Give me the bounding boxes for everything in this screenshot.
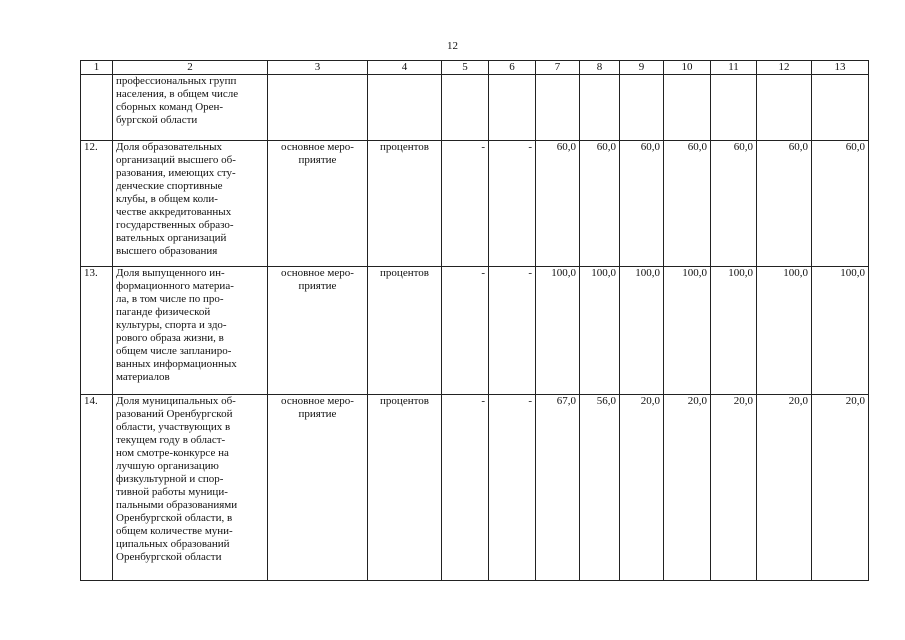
value-cell: 100,0 — [620, 267, 664, 395]
indicator-unit: процентов — [368, 267, 442, 395]
indicator-type: основное меро- приятие — [268, 141, 368, 267]
indicator-name: Доля образовательных организаций высшего об- разования, имеющих сту- денческие спортивные клубы, в общем коли- честве аккредитованных государственных образо- вательных организаций высшего образования — [113, 141, 268, 267]
value-cell: - — [489, 395, 536, 581]
indicator-type — [268, 75, 368, 141]
value-cell — [812, 75, 869, 141]
value-cell: 60,0 — [711, 141, 757, 267]
value-cell: 20,0 — [620, 395, 664, 581]
indicators-table — [80, 60, 869, 581]
column-header: 4 — [368, 61, 442, 75]
value-cell: 20,0 — [711, 395, 757, 581]
page-number: 12 — [447, 40, 458, 52]
indicator-type: основное меро- приятие — [268, 395, 368, 581]
value-cell: 100,0 — [536, 267, 580, 395]
indicator-type: основное меро- приятие — [268, 267, 368, 395]
column-header: 13 — [812, 61, 869, 75]
table-row — [81, 267, 869, 395]
column-header: 7 — [536, 61, 580, 75]
value-cell: 60,0 — [664, 141, 711, 267]
column-header: 8 — [580, 61, 620, 75]
value-cell — [711, 75, 757, 141]
value-cell: - — [442, 141, 489, 267]
value-cell: 100,0 — [757, 267, 812, 395]
value-cell: 60,0 — [757, 141, 812, 267]
value-cell: 20,0 — [664, 395, 711, 581]
value-cell: - — [442, 395, 489, 581]
value-cell: 60,0 — [580, 141, 620, 267]
header-row — [81, 61, 869, 75]
indicator-name: Доля выпущенного ин- формационного материа- ла, в том числе по про- паганде физической культуры, спорта и здо- рового образа жизни, в общем числе запланиро- ванных информационных материалов — [113, 267, 268, 395]
value-cell — [664, 75, 711, 141]
indicator-name: Доля муниципальных об- разований Оренбургской области, участвующих в текущем году в област- ном смотре-конкурсе на лучшую организацию физкультурной и спор- тивной работы муници- пальными образованиями Оренбургской области, в общем количестве муни- ципальных образований Оренбургской области — [113, 395, 268, 581]
value-cell: 20,0 — [757, 395, 812, 581]
indicator-unit: процентов — [368, 141, 442, 267]
value-cell — [580, 75, 620, 141]
row-number — [81, 75, 113, 141]
value-cell: 56,0 — [580, 395, 620, 581]
row-number: 12. — [81, 141, 113, 267]
value-cell — [620, 75, 664, 141]
value-cell: 100,0 — [812, 267, 869, 395]
column-header: 10 — [664, 61, 711, 75]
value-cell: 60,0 — [620, 141, 664, 267]
table-row — [81, 395, 869, 581]
row-number: 14. — [81, 395, 113, 581]
column-header: 6 — [489, 61, 536, 75]
value-cell: 67,0 — [536, 395, 580, 581]
table-row — [81, 141, 869, 267]
column-header: 2 — [113, 61, 268, 75]
indicator-unit — [368, 75, 442, 141]
column-header: 5 — [442, 61, 489, 75]
indicator-name: профессиональных групп населения, в общем числе сборных команд Орен- бургской области — [113, 75, 268, 141]
column-header: 3 — [268, 61, 368, 75]
value-cell: 100,0 — [711, 267, 757, 395]
value-cell: 60,0 — [812, 141, 869, 267]
value-cell — [489, 75, 536, 141]
value-cell: 20,0 — [812, 395, 869, 581]
table-row — [81, 75, 869, 141]
indicator-unit: процентов — [368, 395, 442, 581]
value-cell: 100,0 — [580, 267, 620, 395]
value-cell — [442, 75, 489, 141]
value-cell: 100,0 — [664, 267, 711, 395]
column-header: 9 — [620, 61, 664, 75]
column-header: 11 — [711, 61, 757, 75]
value-cell — [536, 75, 580, 141]
value-cell: - — [442, 267, 489, 395]
column-header: 12 — [757, 61, 812, 75]
value-cell: - — [489, 267, 536, 395]
value-cell: - — [489, 141, 536, 267]
value-cell: 60,0 — [536, 141, 580, 267]
column-header: 1 — [81, 61, 113, 75]
value-cell — [757, 75, 812, 141]
row-number: 13. — [81, 267, 113, 395]
